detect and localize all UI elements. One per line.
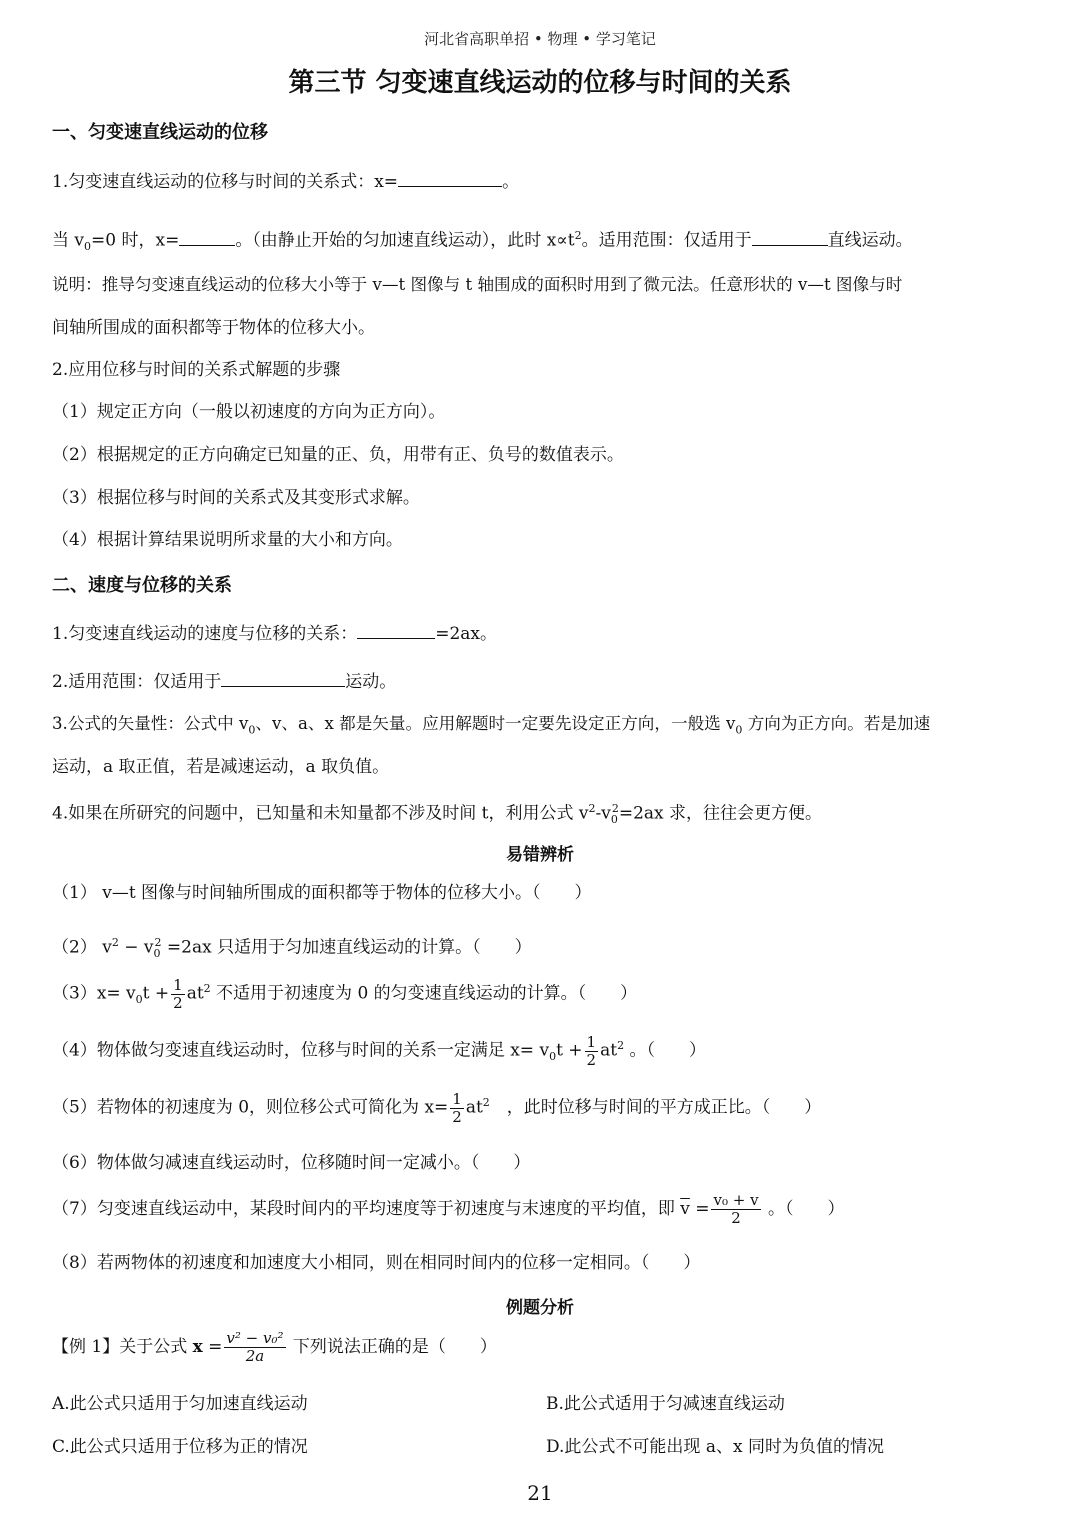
fraction-average-velocity: $\frac{\text{v₀ + v}}{2}$ <box>713 1191 759 1227</box>
section-2-heading: 二、速度与位移的关系 <box>52 575 232 596</box>
page-header: 河北省高职单招 • 物理 • 学习笔记 <box>424 30 656 48</box>
error-item-2: （2） $v^2 - v_0^2 =2ax$ 只适用于匀加速直线运动的计算。（ ） <box>52 936 532 961</box>
section-1-heading: 一、匀变速直线运动的位移 <box>52 122 268 143</box>
fraction-formula: $\frac{\text{v² − v₀²}}{2a}$ <box>226 1329 284 1365</box>
option-a: A.此公式只适用于匀加速直线运动 <box>52 1394 308 1414</box>
blank-5 <box>221 668 345 687</box>
option-b: B.此公式适用于匀减速直线运动 <box>546 1394 785 1414</box>
s1-line-2: 当 $v_0=0$ 时，x= 。（由静止开始的匀加速直线运动），此时 $x\propto t^2$。适用范围：仅适用于 直线运动。 <box>52 223 913 260</box>
error-item-1: （1） v—t 图像与时间轴所围成的面积都等于物体的位移大小。（ ） <box>52 883 592 903</box>
s2-line-1: 1.匀变速直线运动的速度与位移的关系： =2ax。 <box>52 620 497 647</box>
option-c: C.此公式只适用于位移为正的情况 <box>52 1437 308 1457</box>
fraction-half: $\frac{1}{2}$ <box>173 975 183 1012</box>
blank-4 <box>357 620 435 639</box>
s2-line-4: 运动，a 取正值，若是减速运动，a 取负值。 <box>52 757 390 777</box>
s1-line-5: 2.应用位移与时间的关系式解题的步骤 <box>52 360 341 380</box>
step-3: （3）根据位移与时间的关系式及其变形式求解。 <box>52 488 420 508</box>
s2-line-5: 4.如果在所研究的问题中，已知量和未知量都不涉及时间 t，利用公式 $v^2-v_0^2=2ax$ 求，往往会更方便。 <box>52 802 823 827</box>
error-item-3: $(3)x= v_0t$ + $\frac{1}{2}$ $at^2$ 不适用于初速度为 0 的匀变速直线运动的计算。（ ） <box>52 975 638 1012</box>
blank-3 <box>752 227 828 246</box>
step-4: （4）根据计算结果说明所求量的大小和方向。 <box>52 530 403 550</box>
s1-line-1: 1.匀变速直线运动的位移与时间的关系式：x= 。 <box>52 168 519 195</box>
page-number: 21 <box>527 1481 553 1505</box>
s1-line-3: 说明：推导匀变速直线运动的位移大小等于 v—t 图像与 t 轴围成的面积时用到了微元法。任意形状的 v—t 图像与时 <box>52 275 903 294</box>
example-question: 【例 1】关于公式 x = $\frac{\text{v² − v₀²}}{2a}$ 下列说法正确的是（ ） <box>52 1329 497 1365</box>
error-item-4: （4）物体做匀变速直线运动时，位移与时间的关系一定满足 $x= v_0t$ + $\frac{1}{2}$ $at^2$ 。（ ） <box>52 1032 706 1069</box>
step-1: （1）规定正方向（一般以初速度的方向为正方向）。 <box>52 402 446 422</box>
blank-1 <box>398 168 502 187</box>
errors-heading: 易错辨析 <box>506 845 574 865</box>
error-item-6: （6）物体做匀减速直线运动时，位移随时间一定减小。（ ） <box>52 1153 531 1173</box>
fraction-half: $\frac{1}{2}$ <box>586 1032 597 1069</box>
fraction-half: $\frac{1}{2}$ <box>452 1089 462 1126</box>
s2-line-3: 3.公式的矢量性：公式中 $v_0$、v、a、x 都是矢量。应用解题时一定要先设定正方向，一般选 $v_0$ 方向为正方向。若是加速 <box>52 714 931 737</box>
page-title: 第三节 匀变速直线运动的位移与时间的关系 <box>288 68 792 98</box>
s2-line-2: 2.适用范围：仅适用于 运动。 <box>52 668 396 695</box>
example-heading: 例题分析 <box>506 1298 574 1318</box>
error-item-7: （7）匀变速直线运动中，某段时间内的平均速度等于初速度与末速度的平均值，即 $\overline{v}$ = $\frac{\text{v₀ + v}}{2}$ 。（ ） <box>52 1191 845 1227</box>
option-d: D.此公式不可能出现 a、x 同时为负值的情况 <box>546 1437 884 1457</box>
s1-line-4: 间轴所围成的面积都等于物体的位移大小。 <box>52 318 375 338</box>
error-item-5: （5）若物体的初速度为 0，则位移公式可简化为 x= $\frac{1}{2}$ $at^2$ ，此时位移与时间的平方成正比。（ ） <box>52 1089 822 1126</box>
step-2: （2）根据规定的正方向确定已知量的正、负，用带有正、负号的数值表示。 <box>52 445 624 465</box>
blank-2 <box>179 227 235 246</box>
error-item-8: （8）若两物体的初速度和加速度大小相同，则在相同时间内的位移一定相同。（ ） <box>52 1253 701 1273</box>
